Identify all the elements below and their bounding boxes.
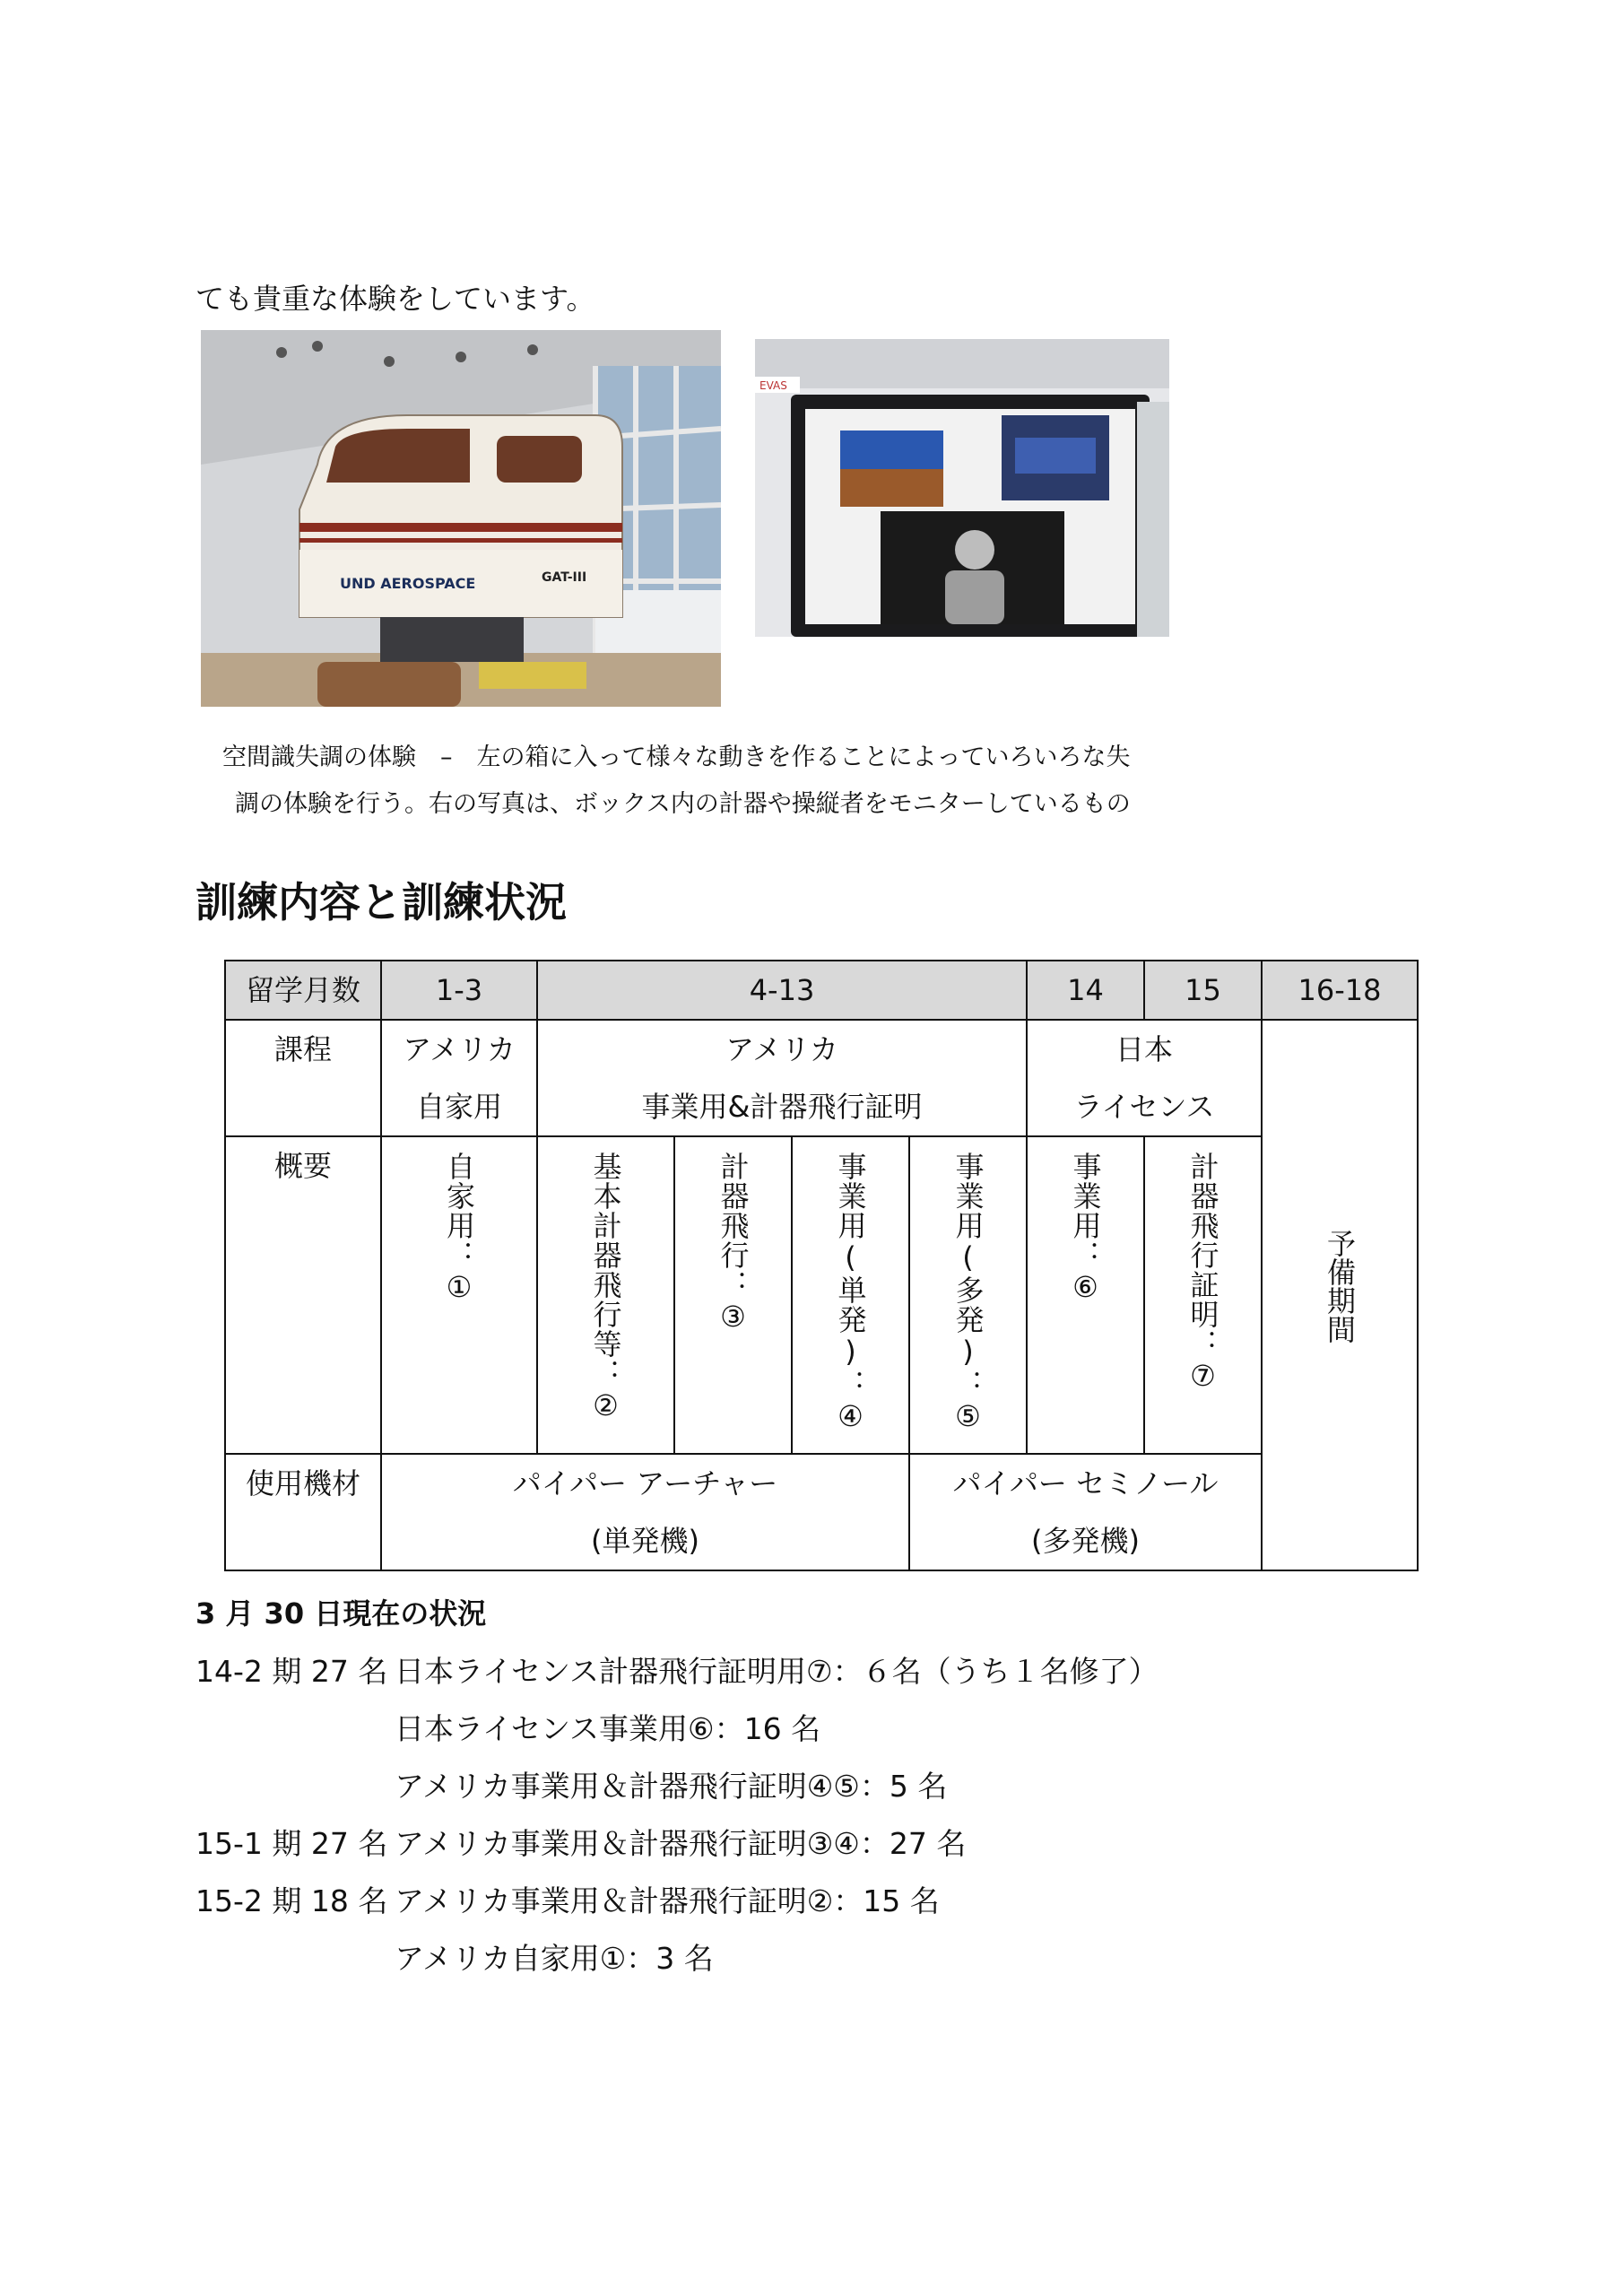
reserve-period-cell [1262, 1020, 1418, 1570]
equipment-archer [381, 1454, 909, 1570]
summary-cell-1 [381, 1136, 537, 1454]
equipment-archer-line2: (単発機) [591, 1524, 699, 1558]
course-us-commercial-line2: 事業用&計器飛行証明 [641, 1090, 923, 1124]
course-us-private-line1: アメリカ [403, 1032, 516, 1066]
summary-cell-4 [792, 1136, 909, 1454]
status-group-label: 15-1 期 27 名 [195, 1826, 388, 1861]
course-us-private [381, 1020, 537, 1136]
status-line: 日本ライセンス事業用⑥：16 名 [395, 1711, 821, 1746]
months-row [225, 961, 1418, 1020]
summary-basic-instrument: 基本計器飛行等：② [588, 1152, 623, 1423]
summary-cell-3 [674, 1136, 792, 1454]
course-us-commercial-line1: アメリカ [725, 1032, 838, 1066]
photo-caption-line2: 調の体験を行う。右の写真は、ボックス内の計器や操縦者をモニターしているもの [235, 790, 1131, 818]
summary-cell-5 [909, 1136, 1027, 1454]
summary-row [225, 1136, 1418, 1454]
course-us-private-line2: 自家用 [415, 1090, 502, 1124]
equipment-label: 使用機材 [225, 1454, 381, 1570]
status-line: アメリカ事業用＆計器飛行証明②：15 名 [395, 1883, 940, 1918]
months-14: 14 [1027, 961, 1144, 1020]
summary-commercial-japan: 事業用：⑥ [1068, 1152, 1103, 1305]
summary-cell-7 [1144, 1136, 1262, 1454]
monitor-illustration [755, 339, 1169, 637]
status-line: アメリカ事業用＆計器飛行証明③④：27 名 [395, 1826, 967, 1861]
training-table [224, 960, 1419, 1571]
course-row [225, 1020, 1418, 1136]
status-line: アメリカ事業用＆計器飛行証明④⑤：5 名 [395, 1769, 948, 1804]
equipment-row [225, 1454, 1418, 1570]
course-japan-license [1027, 1020, 1262, 1136]
summary-instrument: 計器飛行：③ [716, 1152, 751, 1335]
intro-text: ても貴重な体験をしています。 [195, 282, 595, 316]
simulator-photo [201, 330, 721, 707]
course-label: 課程 [225, 1020, 381, 1136]
und-logo-text: UND AEROSPACE [340, 575, 476, 592]
status-line: アメリカ自家用①：3 名 [395, 1941, 714, 1976]
summary-cell-2 [537, 1136, 674, 1454]
status-title: 3 月 30 日現在の状況 [195, 1596, 487, 1631]
summary-instrument-rating-japan: 計器飛行証明：⑦ [1185, 1152, 1220, 1394]
months-15: 15 [1144, 961, 1262, 1020]
monitor-photo [755, 339, 1169, 637]
summary-private: 自家用：① [442, 1152, 476, 1305]
sign-text: EVAS [759, 379, 787, 392]
months-label: 留学月数 [225, 961, 381, 1020]
summary-commercial-single: 事業用(単発)：④ [833, 1152, 868, 1434]
status-group-label: 15-2 期 18 名 [195, 1883, 388, 1918]
months-4-13: 4-13 [537, 961, 1027, 1020]
equipment-seminole-line2: (多発機) [1031, 1524, 1140, 1558]
equipment-seminole [909, 1454, 1262, 1570]
summary-commercial-multi: 事業用(多発)：⑤ [950, 1152, 985, 1434]
section-heading: 訓練内容と訓練状況 [195, 878, 567, 926]
course-japan-license-line2: ライセンス [1073, 1090, 1215, 1124]
status-line: 日本ライセンス計器飛行証明用⑦：６名（うち１名修了） [395, 1654, 1159, 1689]
course-japan-license-line1: 日本 [1115, 1032, 1173, 1066]
equipment-archer-line1: パイパー アーチャー [512, 1466, 778, 1500]
months-1-3: 1-3 [381, 961, 537, 1020]
status-group-label: 14-2 期 27 名 [195, 1654, 388, 1689]
equipment-seminole-line1: パイパー セミノール [952, 1466, 1219, 1500]
reserve-period: 予備期間 [1323, 1228, 1357, 1344]
course-us-commercial [537, 1020, 1027, 1136]
months-16-18: 16-18 [1262, 961, 1418, 1020]
simulator-illustration [201, 330, 721, 707]
gat-label: GAT-III [542, 570, 587, 585]
photo-caption-line1: 空間識失調の体験 – 左の箱に入って様々な動きを作ることによっていろいろな失 [222, 744, 1131, 771]
summary-cell-6 [1027, 1136, 1144, 1454]
summary-label: 概要 [225, 1136, 381, 1454]
